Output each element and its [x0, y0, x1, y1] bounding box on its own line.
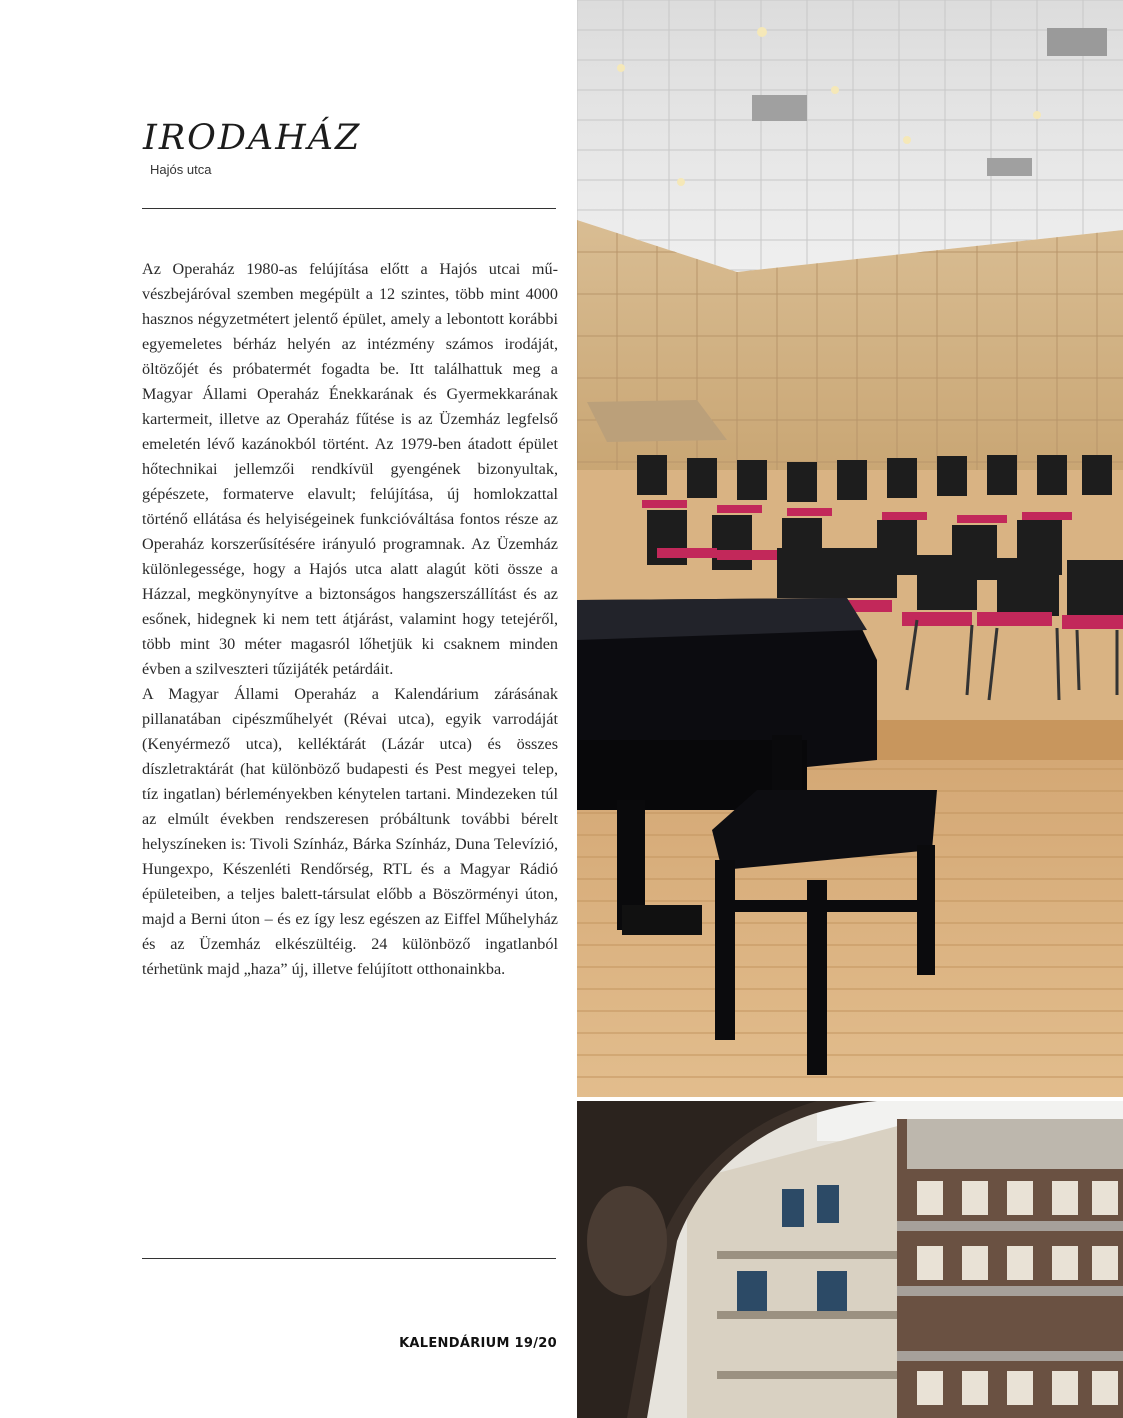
publication-footer: KALENDÁRIUM 19/20 [399, 1336, 557, 1351]
page-subtitle: Hajós utca [150, 162, 212, 177]
rehearsal-hall-photo [577, 0, 1123, 1097]
building-facade-photo [577, 1101, 1123, 1418]
top-divider [142, 208, 556, 209]
bottom-divider [142, 1258, 556, 1259]
page-title: IRODAHÁZ [143, 118, 362, 158]
article-paragraph: A Magyar Állami Operaház a Kalendárium zárásának pillanatában cipészműhelyét (Révai utca), egyik varrodáját (Kenyérmező utca), kelléktárát (Lázár utca) és összes díszletraktárát (hat különböző budapesti és Pest megyei telep, tíz ingatlan) bérleményekben kénytelen tartani. Mindezeken túl az elmúlt években rendszeresen próbáltunk további bérelt helyszíneken is: Tivoli Színház, Bárka Színház, Duna Televízió, Hungexpo, Készenléti Rendőrség, RTL és a Magyar Rádió épületeiben, a teljes balett-társulat előbb a Böszörményi úton, majd a Berni úton – és ez így lesz egészen az Eiffel Műhelyház és az Üzemház elkészültéig. 24 különböző ingatlanból térhetünk majd „haza” új, illetve felújított otthonainkba. [142, 685, 558, 978]
article-paragraph: Az Operaház 1980-as felújítása előtt a Hajós utcai művészbejáróval szemben megépült a 12 szintes, több mint 4000 hasznos négyzetmétert jelentő épület, amely a lebontott korábbi egyemeletes bérház helyén az intézmény számos irodáját, öltözőjét és próbatermét fogadta be. Itt találhattuk meg a Magyar Állami Operaház Énekkarának és Gyermekkarának kartermeit, illetve az Operaház fűtése is az Üzemház legfelső emeletén lévő kazánokból történt. Az 1979-ben átadott épület hőtechnikai jellemzői rendkívül gyengének bizonyultak, gépészete, formaterve elavult; felújítása, új homlokzattal történő ellátása és helyiségeinek funkcióváltása fontos része az Operaház korszerűsítésére irányuló programnak. Az Üzemház különlegessége, hogy a Hajós utca alatt alagút köti össze a Házzal, megkönynyítve a biztonságos hangszerszállítást és az esőnek, hidegnek ki nem tett átjárást, valamint hogy tetejéről, több mint 30 méter magasról lőhetjük ki csaknem minden évben a szilveszteri tűzijáték petárdáit. [142, 260, 558, 678]
article-body [142, 257, 558, 982]
